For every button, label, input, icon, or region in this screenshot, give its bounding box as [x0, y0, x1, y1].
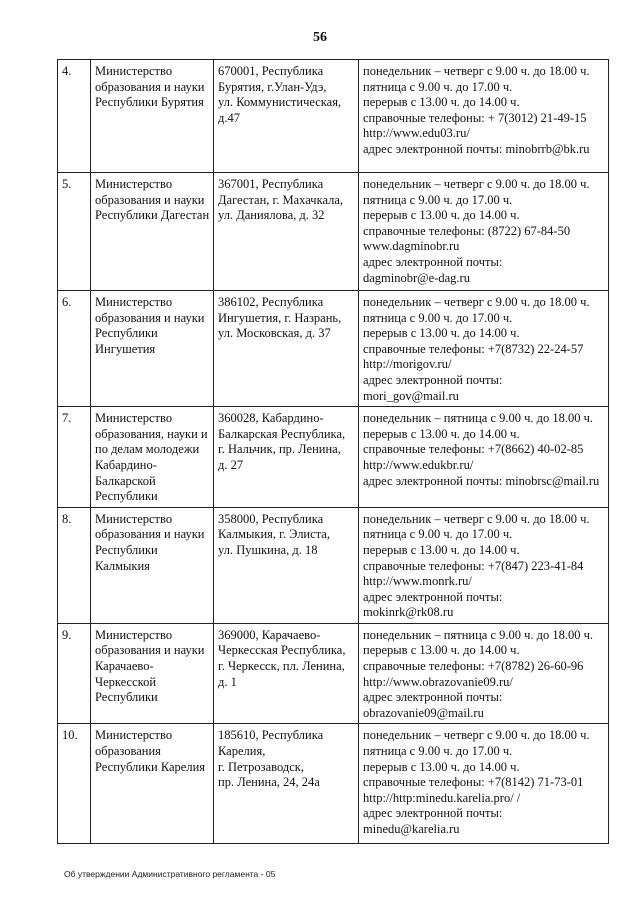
ministry-name-line: Кабардино-	[95, 457, 157, 472]
ministry-name-line: по делам молодежи	[95, 442, 200, 457]
address-line: Карелия,	[218, 744, 266, 759]
table-row	[58, 623, 609, 724]
ministry-name-line: Министерство	[95, 411, 173, 426]
ministry-name-line: образования	[95, 744, 161, 759]
contact-info-line: понедельник – четверг с 9.00 ч. до 18.00 ч.	[363, 295, 590, 309]
contact-info-line: адрес электронной почты:	[363, 806, 503, 821]
info-cell	[359, 173, 609, 291]
page-number: 56	[313, 30, 327, 45]
address-line: 360028, Кабардино-	[218, 411, 324, 426]
contact-info-line: понедельник – пятница с 9.00 ч. до 18.00 ч.	[363, 627, 594, 642]
address-cell	[214, 507, 359, 623]
address-line: г. Черкесск, пл. Ленина,	[218, 659, 345, 674]
contact-info-line: www.dagminobr.ru	[363, 239, 460, 254]
contact-info-line: понедельник – пятница с 9.00 ч. до 18.00 ч.	[363, 411, 594, 426]
table-row	[58, 407, 609, 508]
ministry-name-line: образования и науки	[95, 310, 205, 325]
contact-info-line: перерыв с 13.00 ч. до 14.00 ч.	[363, 426, 520, 441]
contact-info-line: справочные телефоны: +7(8142) 71-73-01	[363, 775, 584, 790]
contact-info-line: перерыв с 13.00 ч. до 14.00 ч.	[363, 643, 520, 658]
address-line: 670001, Республика	[218, 64, 324, 78]
row-number: 10.	[58, 724, 91, 844]
address-line: 185610, Республика	[218, 728, 324, 743]
address-line: 358000, Республика	[218, 511, 324, 526]
address-line: ул. Даниялова, д. 32	[218, 208, 325, 223]
row-number: 6.	[58, 291, 91, 407]
ministry-name-line: Республики	[95, 489, 158, 504]
ministry-name-line: Калмыкия	[95, 558, 150, 573]
contact-info-line: адрес электронной почты: minobrsc@mail.ru	[363, 473, 600, 488]
row-number: 5.	[58, 173, 91, 291]
contact-info-line: dagminobr@e-dag.ru	[363, 270, 470, 285]
ministry-name-line: Министерство	[95, 64, 173, 78]
contact-info-line: перерыв с 13.00 ч. до 14.00 ч.	[363, 95, 520, 110]
name-cell	[91, 623, 214, 724]
name-cell	[91, 507, 214, 623]
address-line: ул. Пушкина, д. 18	[218, 542, 318, 557]
contact-info-line: http://http:minedu.karelia.pro/ /	[363, 790, 521, 805]
ministry-name-line: образования, науки и	[95, 426, 208, 441]
name-cell	[91, 724, 214, 844]
ministry-name-line: Республики Карелия	[95, 759, 206, 774]
address-line: ул. Московская, д. 37	[218, 326, 331, 341]
name-cell	[91, 407, 214, 508]
ministry-name-line: Министерство	[95, 177, 173, 191]
contact-info-line: mori_gov@mail.ru	[363, 388, 459, 403]
row-number: 4.	[58, 60, 91, 173]
ministry-name-line: образования и науки	[95, 79, 205, 94]
table-row	[58, 60, 609, 173]
address-line: Балкарская Республика,	[218, 426, 346, 441]
contact-info-line: пятница с 9.00 ч. до 17.00 ч.	[363, 79, 513, 94]
ministries-table	[57, 59, 609, 844]
contact-info-line: перерыв с 13.00 ч. до 14.00 ч.	[363, 208, 520, 223]
address-line: г. Нальчик, пр. Ленина,	[218, 442, 341, 457]
contact-info-line: адрес электронной почты:	[363, 589, 503, 604]
contact-info-line: справочные телефоны: +7(8662) 40-02-85	[363, 442, 584, 457]
address-line: 367001, Республика	[218, 177, 324, 191]
contact-info-line: адрес электронной почты:	[363, 690, 503, 705]
contact-info-line: перерыв с 13.00 ч. до 14.00 ч.	[363, 759, 520, 774]
contact-info-line: адрес электронной почты: minobrrb@bk.ru	[363, 141, 590, 156]
contact-info-line: справочные телефоны: +7(8782) 26-60-96	[363, 659, 584, 674]
contact-info-line: перерыв с 13.00 ч. до 14.00 ч.	[363, 326, 520, 341]
address-line: 369000, Карачаево-	[218, 627, 321, 642]
ministry-name-line: Министерство	[95, 511, 173, 526]
info-cell	[359, 507, 609, 623]
table-row	[58, 291, 609, 407]
contact-info-line: понедельник – четверг с 9.00 ч. до 18.00 ч.	[363, 177, 590, 191]
ministry-name-line: Республики Дагестан	[95, 208, 210, 223]
name-cell	[91, 173, 214, 291]
contact-info-line: понедельник – четверг с 9.00 ч. до 18.00 ч.	[363, 511, 590, 526]
ministry-name-line: Ингушетия	[95, 341, 156, 356]
ministry-name-line: Республики	[95, 542, 158, 557]
row-number: 8.	[58, 507, 91, 623]
contact-info-line: obrazovanie09@mail.ru	[363, 705, 484, 720]
ministry-name-line: Республики	[95, 326, 158, 341]
address-cell	[214, 724, 359, 844]
address-cell	[214, 60, 359, 173]
table-row	[58, 507, 609, 623]
table-row	[58, 173, 609, 291]
contact-info-line: пятница с 9.00 ч. до 17.00 ч.	[363, 310, 513, 325]
info-cell	[359, 724, 609, 844]
ministry-name-line: Министерство	[95, 627, 173, 642]
contact-info-line: справочные телефоны: +7(8732) 22-24-57	[363, 341, 584, 356]
address-line: д. 1	[218, 674, 237, 689]
ministry-name-line: Балкарской	[95, 473, 156, 488]
address-cell	[214, 623, 359, 724]
address-line: д. 27	[218, 457, 244, 472]
address-cell	[214, 407, 359, 508]
contact-info-line: понедельник – четверг с 9.00 ч. до 18.00 ч.	[363, 64, 590, 78]
address-line: Черкесская Республика,	[218, 643, 346, 658]
address-line: Дагестан, г. Махачкала,	[218, 192, 344, 207]
address-line: Калмыкия, г. Элиста,	[218, 527, 330, 542]
row-number: 7.	[58, 407, 91, 508]
ministry-name-line: Министерство	[95, 295, 173, 309]
contact-info-line: справочные телефоны: +7(847) 223-41-84	[363, 558, 584, 573]
address-line: д.47	[218, 110, 240, 125]
contact-info-line: http://www.edu03.ru/	[363, 126, 470, 141]
info-cell	[359, 60, 609, 173]
info-cell	[359, 291, 609, 407]
address-line: Ингушетия, г. Назрань,	[218, 310, 342, 325]
ministry-name-line: Республики Бурятия	[95, 95, 204, 110]
contact-info-line: http://www.monrk.ru/	[363, 574, 472, 589]
ministry-name-line: Министерство	[95, 728, 173, 743]
address-line: пр. Ленина, 24, 24а	[218, 775, 320, 790]
contact-info-line: http://www.obrazovanie09.ru/	[363, 674, 513, 689]
ministry-name-line: образования и науки	[95, 192, 205, 207]
contact-info-line: справочные телефоны: + 7(3012) 21-49-15	[363, 110, 587, 125]
contact-info-line: mokinrk@rk08.ru	[363, 605, 454, 620]
info-cell	[359, 623, 609, 724]
contact-info-line: адрес электронной почты:	[363, 372, 503, 387]
contact-info-line: перерыв с 13.00 ч. до 14.00 ч.	[363, 542, 520, 557]
ministry-name-line: Карачаево-	[95, 659, 154, 674]
contact-info-line: пятница с 9.00 ч. до 17.00 ч.	[363, 527, 513, 542]
contact-info-line: http://morigov.ru/	[363, 357, 452, 372]
ministry-name-line: образования и науки	[95, 527, 205, 542]
contact-info-line: понедельник – четверг с 9.00 ч. до 18.00 ч.	[363, 728, 590, 743]
contact-info-line: адрес электронной почты:	[363, 254, 503, 269]
address-line: 386102, Республика	[218, 295, 324, 309]
address-cell	[214, 291, 359, 407]
contact-info-line: справочные телефоны: (8722) 67-84-50	[363, 223, 571, 238]
row-number: 9.	[58, 623, 91, 724]
address-line: Бурятия, г.Улан-Удэ,	[218, 79, 327, 94]
address-cell	[214, 173, 359, 291]
contact-info-line: http://www.edukbr.ru/	[363, 457, 474, 472]
info-cell	[359, 407, 609, 508]
contact-info-line: пятница с 9.00 ч. до 17.00 ч.	[363, 192, 513, 207]
contact-info-line: minedu@karelia.ru	[363, 822, 460, 836]
ministry-name-line: Республики	[95, 690, 158, 705]
footer-caption: Об утверждении Административного регламента - 05	[64, 869, 276, 879]
ministry-name-line: Черкесской	[95, 674, 157, 689]
name-cell	[91, 60, 214, 173]
table-row	[58, 724, 609, 844]
address-line: г. Петрозаводск,	[218, 759, 304, 774]
contact-info-line: пятница с 9.00 ч. до 17.00 ч.	[363, 744, 513, 759]
name-cell	[91, 291, 214, 407]
address-line: ул. Коммунистическая,	[218, 95, 342, 110]
ministry-name-line: образования и науки	[95, 643, 205, 658]
